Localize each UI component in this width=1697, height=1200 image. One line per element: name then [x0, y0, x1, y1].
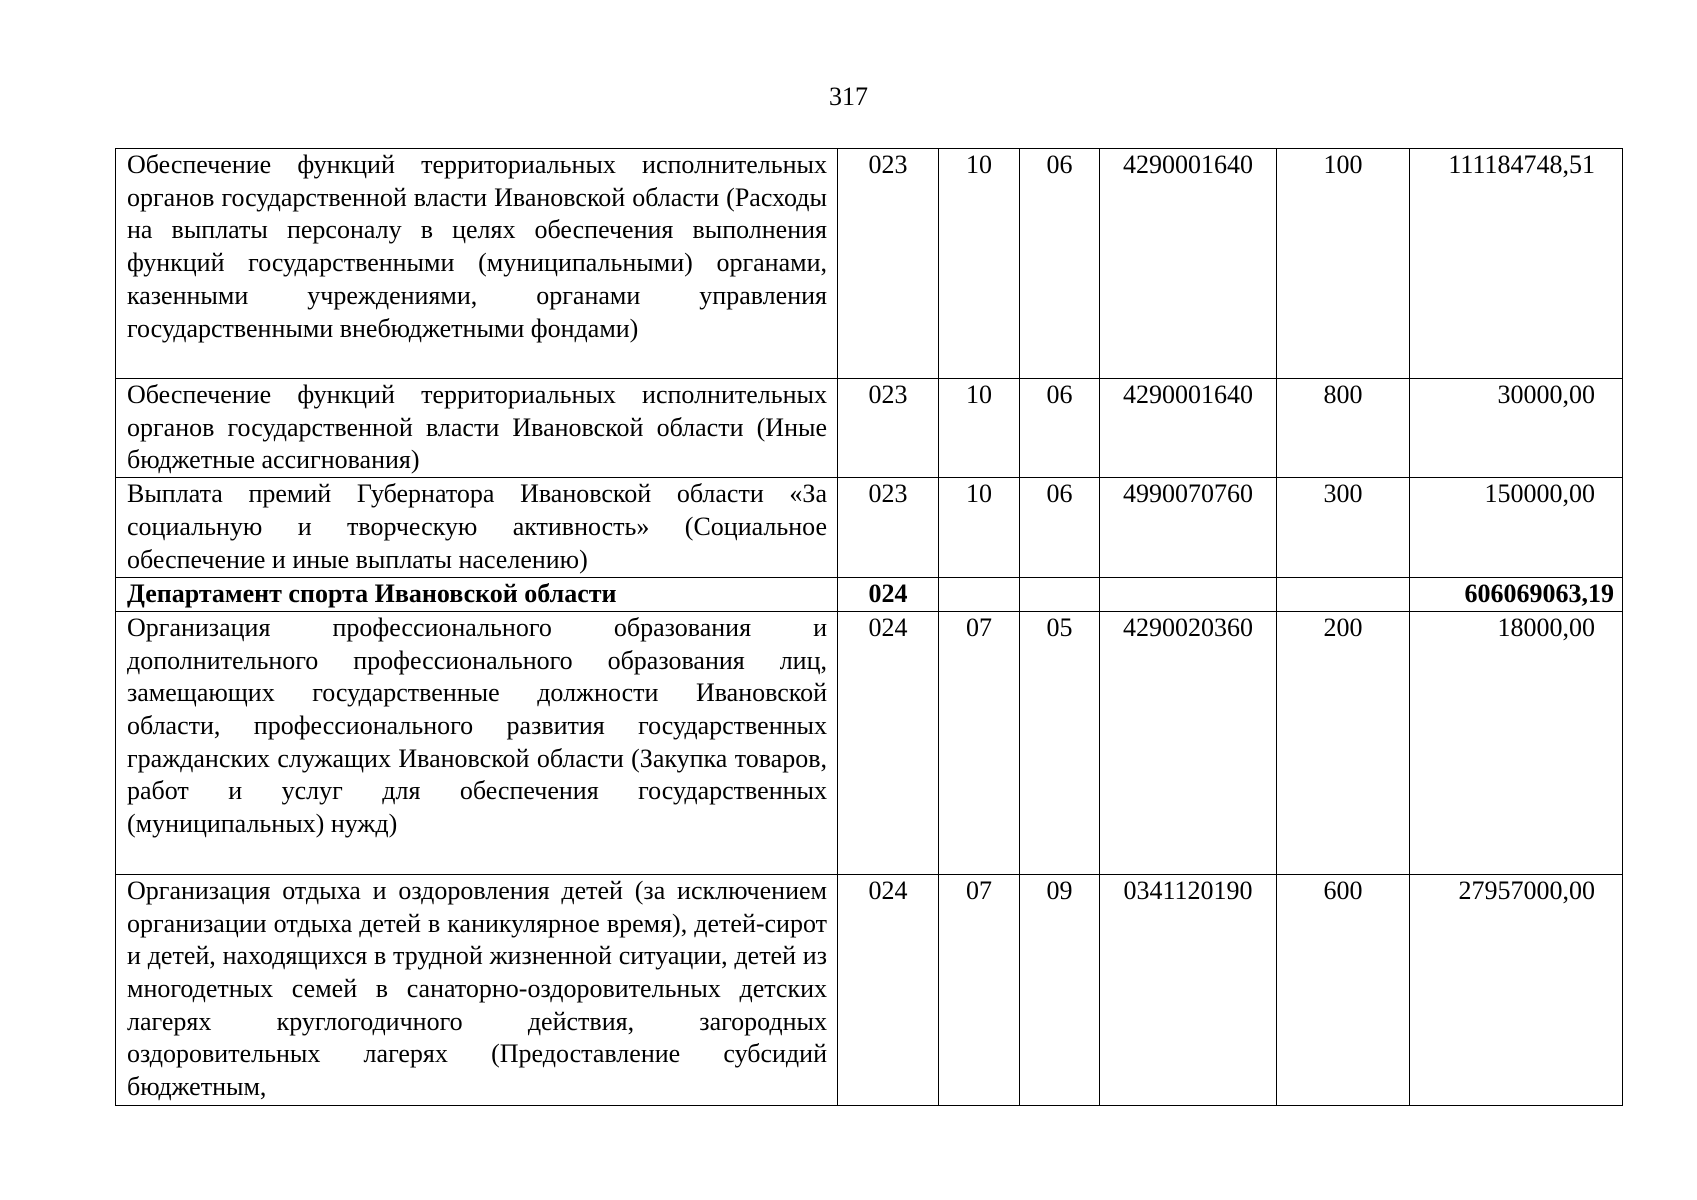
expense-type-code: 200 [1277, 611, 1410, 874]
subsection-code: 09 [1020, 874, 1100, 1105]
target-article-code [1100, 578, 1277, 612]
section-code: 10 [939, 478, 1020, 578]
table-row [116, 874, 1623, 1105]
subsection-code: 06 [1020, 478, 1100, 578]
department-total: 606069063,19 [1410, 578, 1623, 612]
section-code: 10 [939, 149, 1020, 379]
target-article-code: 4290001640 [1100, 149, 1277, 379]
expense-name: Организация профессионального образования и дополнительного профессионального образования лиц, замещающих государственные должности Ивановской области, профессионального развития государственных гражданских служащих Ивановской области (Закупка товаров, работ и услуг для обеспечения государственных (муниципальных) нужд) [116, 611, 838, 874]
table-row-department [116, 578, 1623, 612]
table-row [116, 478, 1623, 578]
ministry-code: 023 [838, 149, 939, 379]
expense-type-code [1277, 578, 1410, 612]
expense-name: Организация отдыха и оздоровления детей (за исключением организации отдыха детей в каникулярное время), детей-сирот и детей, находящихся в трудной жизненной ситуации, детей из многодетных семей в санаторно-оздоровительных детских лагерях круглогодичного действия, загородных оздоровительных лагерях (Предоставление субсидий бюджетным, [116, 874, 838, 1105]
subsection-code [1020, 578, 1100, 612]
ministry-code: 024 [838, 611, 939, 874]
ministry-code: 023 [838, 379, 939, 478]
department-name: Департамент спорта Ивановской области [116, 578, 838, 612]
expense-type-code: 100 [1277, 149, 1410, 379]
section-code [939, 578, 1020, 612]
ministry-code: 023 [838, 478, 939, 578]
target-article-code: 0341120190 [1100, 874, 1277, 1105]
expense-type-code: 800 [1277, 379, 1410, 478]
section-code: 10 [939, 379, 1020, 478]
table-row [116, 611, 1623, 874]
budget-table [115, 148, 1623, 1106]
table-row [116, 149, 1623, 379]
section-code: 07 [939, 874, 1020, 1105]
ministry-code: 024 [838, 578, 939, 612]
subsection-code: 05 [1020, 611, 1100, 874]
section-code: 07 [939, 611, 1020, 874]
ministry-code: 024 [838, 874, 939, 1105]
amount: 30000,00 [1410, 379, 1623, 478]
expense-name: Выплата премий Губернатора Ивановской области «За социальную и творческую активность» (Социальное обеспечение и иные выплаты населению) [116, 478, 838, 578]
page-number: 317 [829, 82, 868, 111]
expense-name: Обеспечение функций территориальных исполнительных органов государственной власти Ивановской области (Иные бюджетные ассигнования) [116, 379, 838, 478]
expense-type-code: 600 [1277, 874, 1410, 1105]
target-article-code: 4990070760 [1100, 478, 1277, 578]
target-article-code: 4290020360 [1100, 611, 1277, 874]
expense-name: Обеспечение функций территориальных исполнительных органов государственной власти Ивановской области (Расходы на выплаты персоналу в целях обеспечения выполнения функций государственными (муниципальными) органами, казенными учреждениями, органами управления государственными внебюджетными фондами) [116, 149, 838, 379]
expense-type-code: 300 [1277, 478, 1410, 578]
subsection-code: 06 [1020, 379, 1100, 478]
amount: 27957000,00 [1410, 874, 1623, 1105]
table-row [116, 379, 1623, 478]
amount: 150000,00 [1410, 478, 1623, 578]
amount: 18000,00 [1410, 611, 1623, 874]
target-article-code: 4290001640 [1100, 379, 1277, 478]
subsection-code: 06 [1020, 149, 1100, 379]
amount: 111184748,51 [1410, 149, 1623, 379]
